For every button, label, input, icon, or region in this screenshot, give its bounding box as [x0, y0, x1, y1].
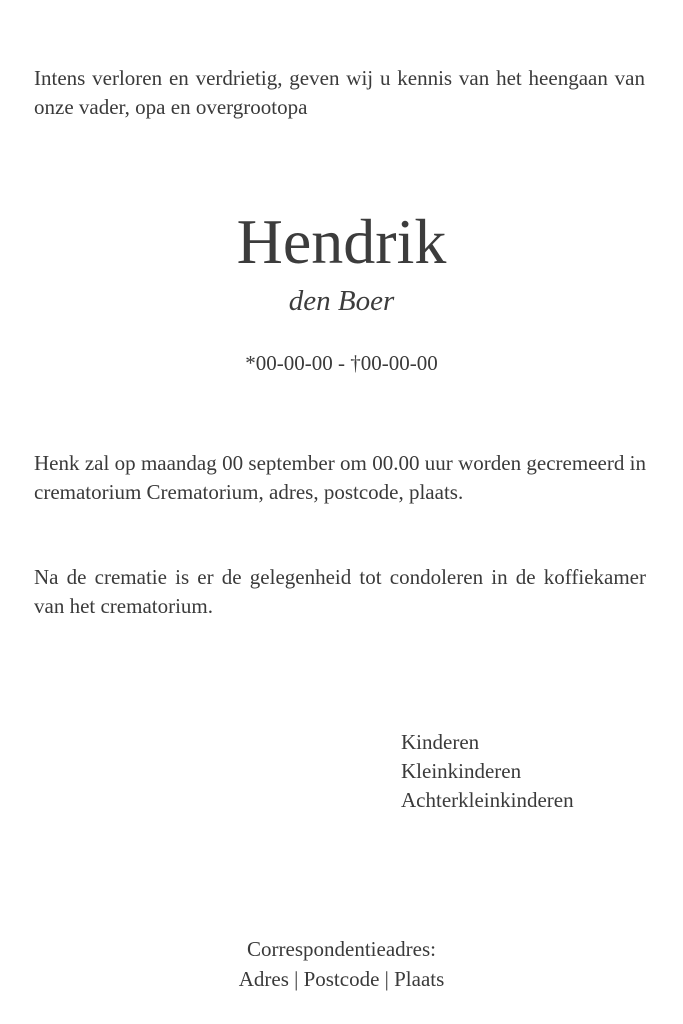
family-item-children: Kinderen	[401, 730, 480, 754]
family-list	[401, 728, 574, 815]
correspondence-address: Adres | Postcode | Plaats	[238, 967, 445, 991]
deceased-first-name: Hendrik	[236, 206, 447, 277]
correspondence-block	[0, 934, 683, 994]
family-item-great-grandchildren: Achterkleinkinderen	[401, 788, 574, 812]
correspondence-label: Correspondentieadres:	[247, 937, 436, 961]
cremation-details: Henk zal op maandag 00 september om 00.00 uur worden gecremeerd in crematorium Crematorium, adres, postcode, plaats.	[34, 451, 646, 504]
deceased-last-name: den Boer	[288, 285, 395, 317]
condolence-details: Na de crematie is er de gelegenheid tot condoleren in de koffiekamer van het crematorium.	[34, 565, 646, 618]
family-item-grandchildren: Kleinkinderen	[401, 759, 522, 783]
announcement-intro: Intens verloren en verdrietig, geven wij u kennis van het heengaan van onze vader, opa en overgrootopa	[34, 66, 645, 119]
birth-death-dates: *00-00-00 - †00-00-00	[245, 351, 438, 375]
